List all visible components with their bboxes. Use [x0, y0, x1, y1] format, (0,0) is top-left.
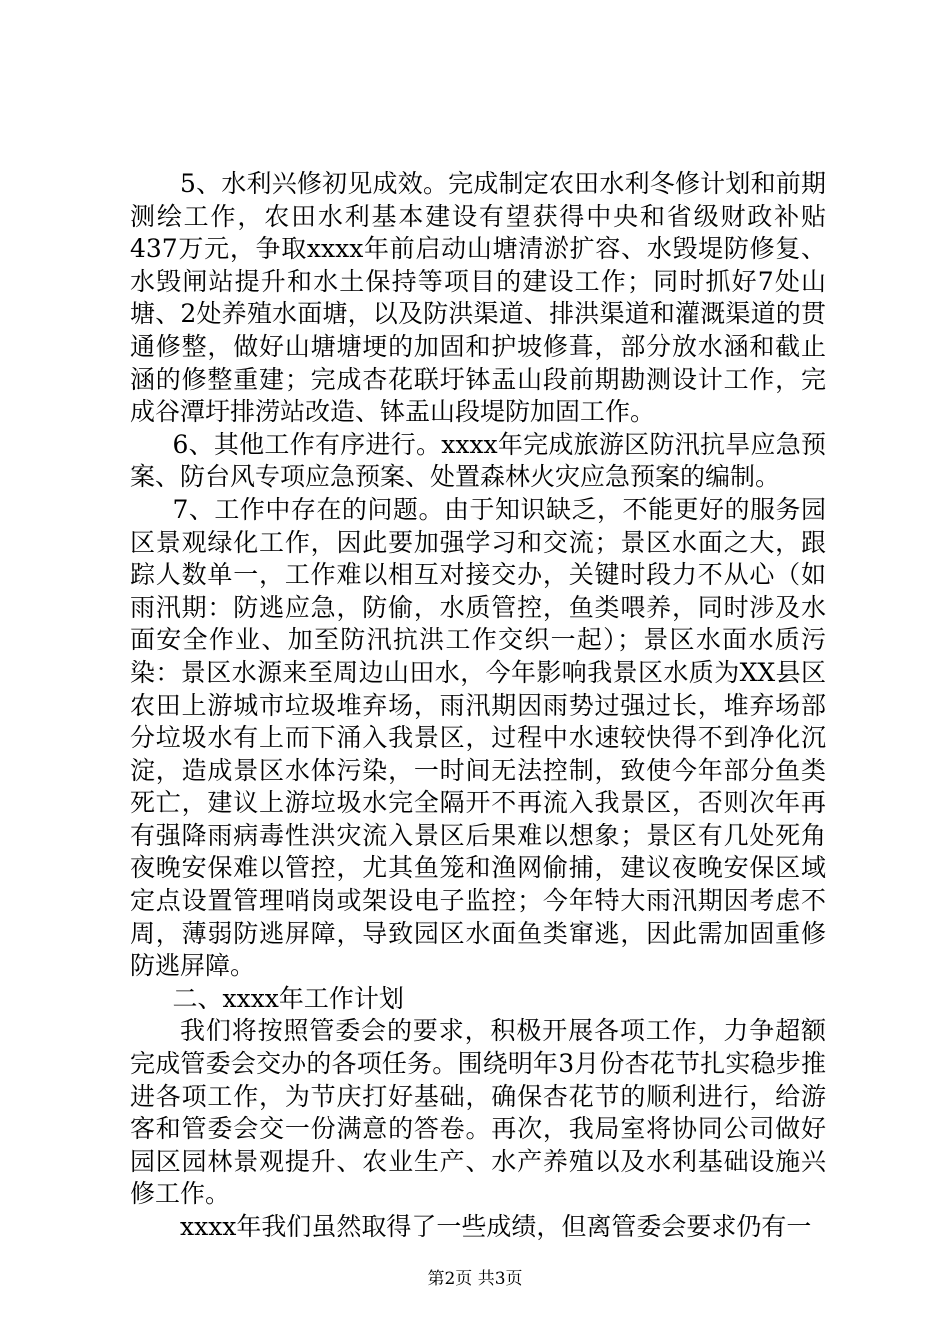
section-heading-work-plan: 二、xxxx年工作计划	[172, 983, 404, 1013]
document-body	[130, 168, 826, 1244]
paragraph-summary: xxxx年我们虽然取得了一些成绩，但离管委会要求仍有一	[180, 1212, 812, 1241]
page-number-footer: 第2页 共3页	[427, 1269, 523, 1289]
paragraph-work-plan: 我们将按照管委会的要求，积极开展各项工作，力争超额完成管委会交办的各项任务。围绕明年3月份杏花节扎实稳步推进各项工作，为节庆打好基础，确保杏花节的顺利进行，给游客和管委会交一份满意的答卷。再次，我局室将协同公司做好园区园林景观提升、农业生产、水产养殖以及水利基础设施兴修工作。	[130, 1016, 826, 1209]
paragraph-water-conservancy: 5、水利兴修初见成效。完成制定农田水利冬修计划和前期测绘工作，农田水利基本建设有望获得中央和省级财政补贴437万元，争取xxxx年前启动山塘清淤扩容、水毁堤防修复、水毁闸站提升和水土保持等项目的建设工作；同时抓好7处山塘、2处养殖水面塘，以及防洪渠道、排洪渠道和灌溉渠道的贯通修整，做好山塘塘埂的加固和护坡修葺，部分放水涵和截止涵的修整重建；完成杏花联圩钵盂山段前期勘测设计工作，完成谷潭圩排涝站改造、钵盂山段堤防加固工作。	[130, 169, 826, 427]
paragraph-other-work: 6、其他工作有序进行。xxxx年完成旅游区防汛抗旱应急预案、防台风专项应急预案、处置森林火灾应急预案的编制。	[130, 429, 826, 492]
paragraph-problems: 7、工作中存在的问题。由于知识缺乏，不能更好的服务园区景观绿化工作，因此要加强学习和交流；景区水面之大，跟踪人数单一，工作难以相互对接交办，关键时段力不从心（如雨汛期：防逃应急，防偷，水质管控，鱼类喂养，同时涉及水面安全作业、加至防汛抗洪工作交织一起）；景区水面水质污染：景区水源来至周边山田水，今年影响我景区水质为XX县区农田上游城市垃圾堆弃场，雨汛期因雨势过强过长，堆弃场部分垃圾水有上而下涌入我景区，过程中水速较快得不到净化沉淀，造成景区水体污染，一时间无法控制，致使今年部分鱼类死亡，建议上游垃圾水完全隔开不再流入我景区，否则次年再有强降雨病毒性洪灾流入景区后果难以想象；景区有几处死角夜晚安保难以管控，尤其鱼笼和渔网偷捕，建议夜晚安保区域定点设置管理哨岗或架设电子监控；今年特大雨汛期因考虑不周，薄弱防逃屏障，导致园区水面鱼类窜逃，因此需加固重修防逃屏障。	[130, 494, 826, 981]
